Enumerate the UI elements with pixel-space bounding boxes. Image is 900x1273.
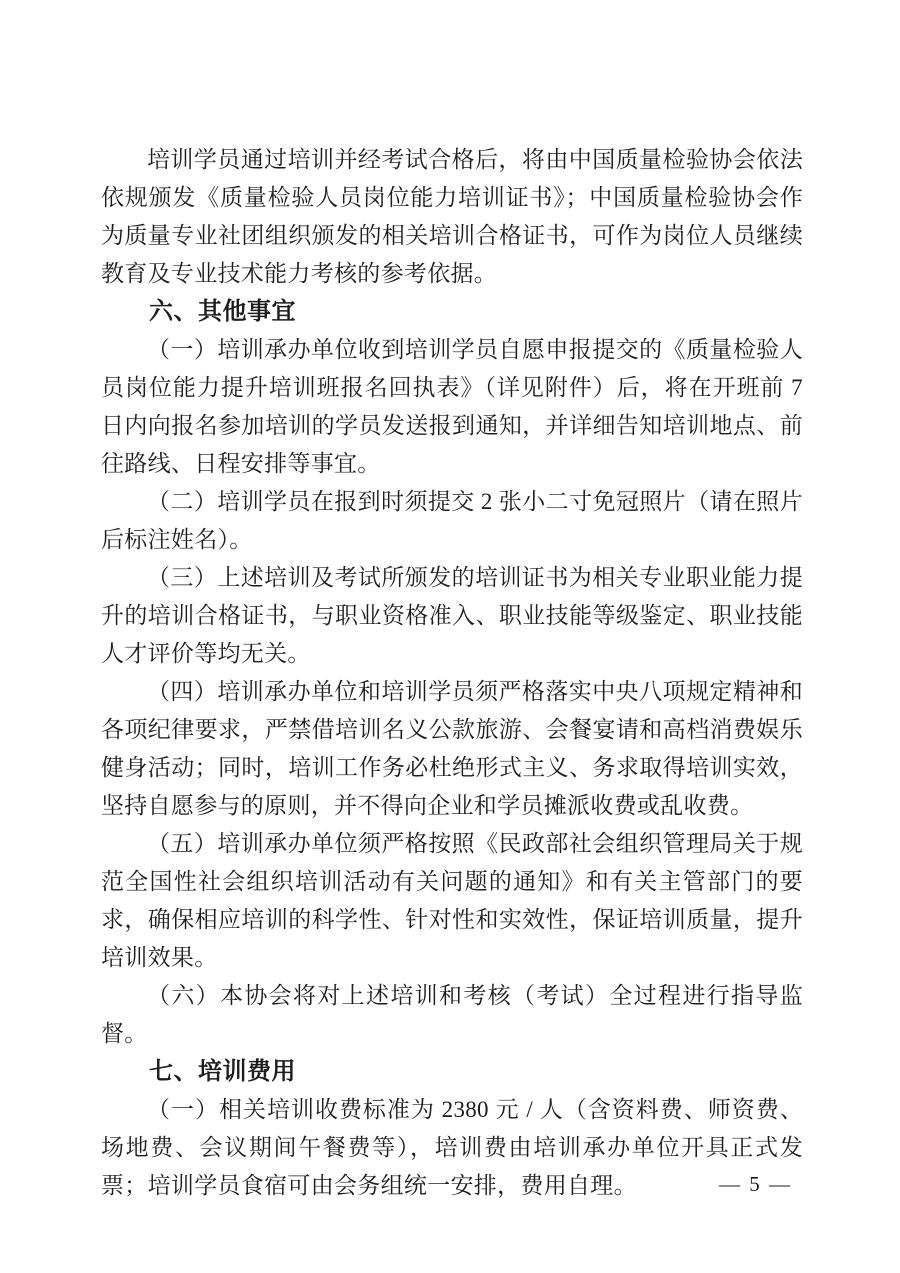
intro-paragraph: 培训学员通过培训并经考试合格后，将由中国质量检验协会依法依规颁发《质量检验人员岗位能力培训证书》；中国质量检验协会作为质量专业社团组织颁发的相关培训合格证书，可作为岗位人员继续教育及专业技术能力考核的参考依据。 [101, 147, 803, 286]
fee-standard-paragraph: （一）相关培训收费标准为 2380 元 / 人（含资料费、师资费、场地费、会议期间午餐费等），培训费由培训承办单位开具正式发票；培训学员食宿可由会务组统一安排，费用自理。 [101, 1097, 803, 1198]
page-number: — 5 — [719, 1172, 792, 1196]
item-6-supervision-paragraph: （六）本协会将对上述培训和考核（考试）全过程进行指导监督。 [101, 983, 803, 1046]
item-1-registration-paragraph: （一）培训承办单位收到培训学员自愿申报提交的《质量检验人员岗位能力提升培训班报名回执表》（详见附件）后，将在开班前 7 日内向报名参加培训的学员发送报到通知，并详细告知培训地点、前往路线、日程安排等事宜。 [101, 337, 803, 476]
document-body [101, 141, 803, 1205]
item-5-regulation-paragraph: （五）培训承办单位须严格按照《民政部社会组织管理局关于规范全国性社会组织培训活动有关问题的通知》和有关主管部门的要求，确保相应培训的科学性、针对性和实效性，保证培训质量，提升培训效果。 [101, 831, 803, 970]
section-heading-training-fees: 七、培训费用 [149, 1058, 296, 1085]
section-heading-other-matters: 六、其他事宜 [149, 298, 296, 325]
item-3-certificate-paragraph: （三）上述培训及考试所颁发的培训证书为相关专业职业能力提升的培训合格证书，与职业资格准入、职业技能等级鉴定、职业技能人才评价等均无关。 [101, 565, 803, 666]
item-2-photos-paragraph: （二）培训学员在报到时须提交 2 张小二寸免冠照片（请在照片后标注姓名）。 [101, 489, 803, 552]
item-4-discipline-paragraph: （四）培训承办单位和培训学员须严格落实中央八项规定精神和各项纪律要求，严禁借培训名义公款旅游、会餐宴请和高档消费娱乐健身活动；同时，培训工作务必杜绝形式主义、务求取得培训实效，坚持自愿参与的原则，并不得向企业和学员摊派收费或乱收费。 [101, 679, 803, 818]
